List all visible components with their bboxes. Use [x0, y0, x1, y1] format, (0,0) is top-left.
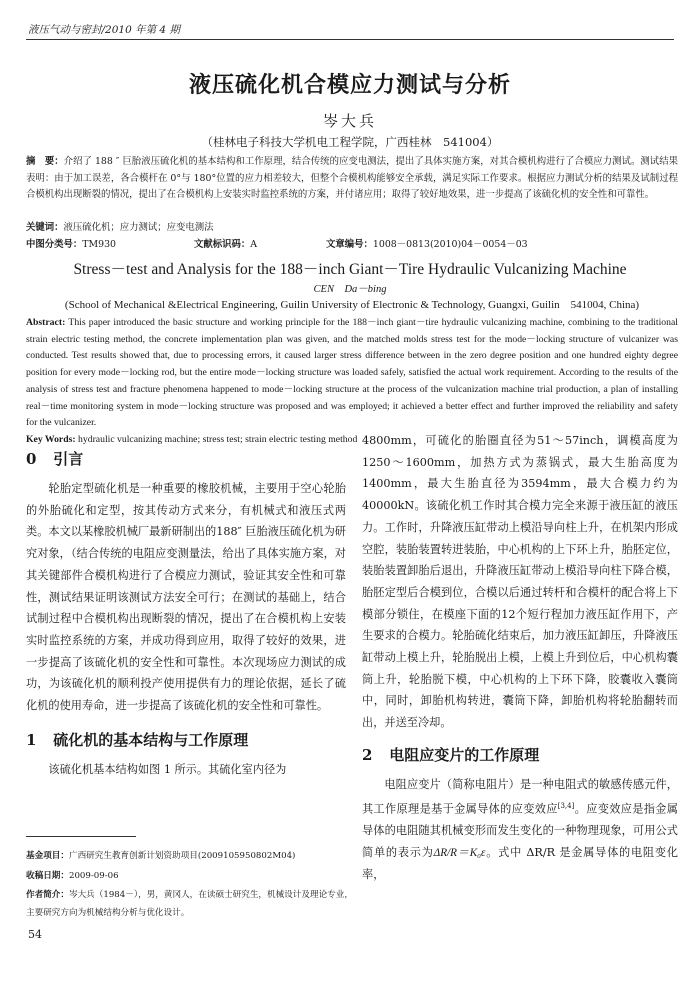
paper-title: 液压硫化机合模应力测试与分析	[188, 73, 511, 98]
page-number: 54	[28, 928, 42, 941]
author-name: 岑大兵	[322, 112, 377, 130]
article-no-field	[326, 238, 528, 252]
paper-title-en: Stress－test and Analysis for the 188－inch Giant－Tire Hydraulic Vulcanizing Machine	[73, 261, 627, 278]
footnote-author: 作者简介：岑大兵（1984－），男，黄冈人，在读硕士研究生，机械设计及理论专业，主要研究方向为机械结构分析与优化设计。	[26, 890, 353, 918]
section-title-1: 硫化机的基本结构与工作原理	[53, 730, 249, 749]
article-no-label: 文章编号：	[326, 239, 373, 250]
abstract-en-label: Abstract	[26, 317, 63, 328]
keywords-en-label: Key Words	[26, 433, 73, 445]
structure-paragraph-continued: 4800mm，可硫化的胎圈直径为51～57inch，调模高度为1250～1600mm，加热方式为蒸锅式，最大生胎高度为1400mm，最大生胎直径为3594mm，最大合模力约为40000kN。该硫化机工作时其合模力完全来源于液压缸的液压力。工作时，升降液压缸带动上模沿导向柱上升，在机架内形成空腔，装胎装置转进装胎，中心机构的上下环上升，胎胚定位，装胎装置卸胎后退出，升降液压缸带动上模沿导向柱下降合模，胎胚定型后合模到位，合模以后通过转杆和合模杆的配合将上下模部分锁住，在模座下面的12个短行程加力液压缸作用下，产生要求的合模力。轮胎硫化结束后，加力液压缸卸压，升降液压缸带动上模上升，轮胎脱出上模，上模上升到位后，中心机构囊筒上升，轮胎脱下模，中心机构的上下环下降，胶囊收入囊筒中，同时，卸胎机构转进，囊筒下降，卸胎机构将轮胎翻转而出，并送至冷却。	[362, 434, 678, 730]
section-heading-2	[362, 744, 678, 766]
left-column	[26, 448, 346, 780]
clc-value: TM930	[82, 239, 117, 250]
article-no-value: 1008－0813(2010)04－0054－03	[372, 239, 528, 250]
keywords-zh-label: 关键词：	[26, 222, 64, 233]
section-title-2: 电阻应变片的工作原理	[389, 745, 540, 764]
abstract-en-text: This paper introduced the basic structure and working principle for the 188－inch giant－tire hydraulic vulcanizing machine, combining to the traditional strain electric testing method, the concrete implementation plan was given, and the matched molds stress test for the mode－locking structure of vulcanizer was conducted. Test results showed that, due to processing errors, it caused larger stress difference between in the zero degree position and one hundred eighty degree position for every mode－locking rod, but the entire mode－locking structure was loaded safely, satisfied the actual work requirement. According to the results of the analysis of stress test and fracture phenomena happened to mode－locking structure at the process of the vulcanization machine trial production, a plan of installing real－time monitoring system in mode－locking structure was proposed and was employed; it achieved a better effect and further improved the reliability and safety for the vulcanizer.	[26, 317, 678, 429]
footnotes	[26, 846, 356, 922]
clc-field	[26, 238, 116, 252]
doc-code-label: 文献标识码：	[194, 239, 251, 250]
section-heading-1	[26, 729, 346, 751]
author-affiliation-en: (School of Mechanical &Electrical Engineering, Guilin University of Electronic & Technology, Guangxi, Guilin 541004, China)	[64, 299, 640, 311]
author-affiliation: （桂林电子科技大学机电工程学院，广西桂林 541004）	[201, 135, 499, 149]
running-head: 液压气动与密封/2010 年第 4 期	[28, 24, 180, 36]
author-name-en: CEN Da－bing	[313, 284, 387, 295]
abstract-en: Abstract: This paper introduced the basic structure and working principle for the 188－inch giant－tire hydraulic vulcanizing machine, combining to the traditional strain electric testing method, the concrete implementation plan was given, and the matched molds stress test for the mode－locking structure of vulcanizer was conducted. Test results showed that, due to processing errors, it caused larger stress difference between in the zero degree position and one hundred eighty degree position for every mode－locking rod, but the entire mode－locking structure was loaded safely, satisfied the actual work requirement. According to the results of the analysis of stress test and fracture phenomena happened to mode－locking structure at the process of the vulcanization machine trial production, a plan of installing real－time monitoring system in mode－locking structure was proposed and was employed; it achieved a better effect and further improved the reliability and safety for the vulcanizer. Key Words: hydraulic vulcanizing machine; stress test; strain electric testing method	[26, 317, 678, 445]
section-number-1: 1	[26, 730, 37, 749]
section-heading-0	[26, 448, 346, 470]
footnote-received: 收稿日期：2009-09-06	[26, 871, 119, 881]
doc-code-field	[194, 238, 257, 252]
section-number-0: 0	[26, 450, 37, 468]
clc-label: 中图分类号：	[26, 239, 83, 250]
abstract-zh-label: 摘 要：	[26, 156, 64, 167]
strain-gauge-paragraph: 电阻应变片（简称电阻片）是一种电阻式的敏感传感元件，其工作原理是基于金属导体的应变效应[3,4]。应变效应是指金属导体的电阻随其机械变形而发生变化的一种物理现象，可用公式简单的表示为ΔR/R＝K₀ε。式中 ΔR/R 是金属导体的电阻变化率，	[362, 777, 678, 882]
footnote-rule	[26, 836, 136, 837]
structure-paragraph-start: 该硫化机基本结构如图 1 所示。其硫化室内径为	[48, 762, 287, 776]
right-column	[362, 430, 678, 886]
abstract-zh-text: 介绍了 188 ″ 巨胎液压硫化机的基本结构和工作原理，结合传统的应变电测法，提出了具体实施方案，对其合模机构进行了合模应力测试。测试结果表明：由于加工误差，各合模杆在 0°与 180°位置的应力相差较大，但整个合模机构能够安全承载，满足实际工作要求。根据应力测试分析的结果及试制过程合模机构出现断裂的情况，提出了在合模机构上安装实时监控系统的方案，并付诸应用；取得了较好地效果，进一步提高了该硫化机的安全性和可靠性。	[26, 156, 678, 200]
keywords-zh	[26, 221, 678, 235]
section-number-2: 2	[362, 745, 373, 764]
section-title-0: 引言	[53, 450, 84, 468]
intro-paragraph: 轮胎定型硫化机是一种重要的橡胶机械，主要用于空心轮胎的外胎硫化和定型，按其传动方式来分，有机械式和液压式两类。本文以某橡胶机械厂最新研制出的188″ 巨胎液压硫化机为研究对象，（结合传统的电阻应变测量法，给出了具体实施方案，对其关键部件合模机构进行了合模应力测试，验证其安全性和可靠性，测试结果证明该测试方法安全可行；在测试的基础上，结合试制过程中合模机构出现断裂的情况，提出了在合模机构上安装实时监控系统的方案，并成功得到应用，取得了较好的效果，进一步提高了该硫化机的安全性和可靠性。本次现场应力测试的成功，为该硫化机的顺利投产使用提供有力的理论依据，延长了硫化机的使用寿命，进一步提高了该硫化机的安全性和可靠性。	[26, 482, 346, 713]
footnote-fund: 基金项目：广西研究生教育创新计划资助项目(2009105950802M04)	[26, 851, 296, 861]
header-rule	[26, 39, 674, 40]
keywords-zh-text: 液压硫化机；应力测试；应变电测法	[63, 222, 214, 233]
citation-ref: [3,4]	[557, 801, 575, 810]
abstract-zh	[26, 154, 678, 204]
keywords-en-text: hydraulic vulcanizing machine; stress test; strain electric testing method	[78, 433, 358, 445]
doc-code-value: A	[250, 239, 258, 250]
strain-formula: ΔR/R＝K₀ε	[433, 846, 486, 859]
